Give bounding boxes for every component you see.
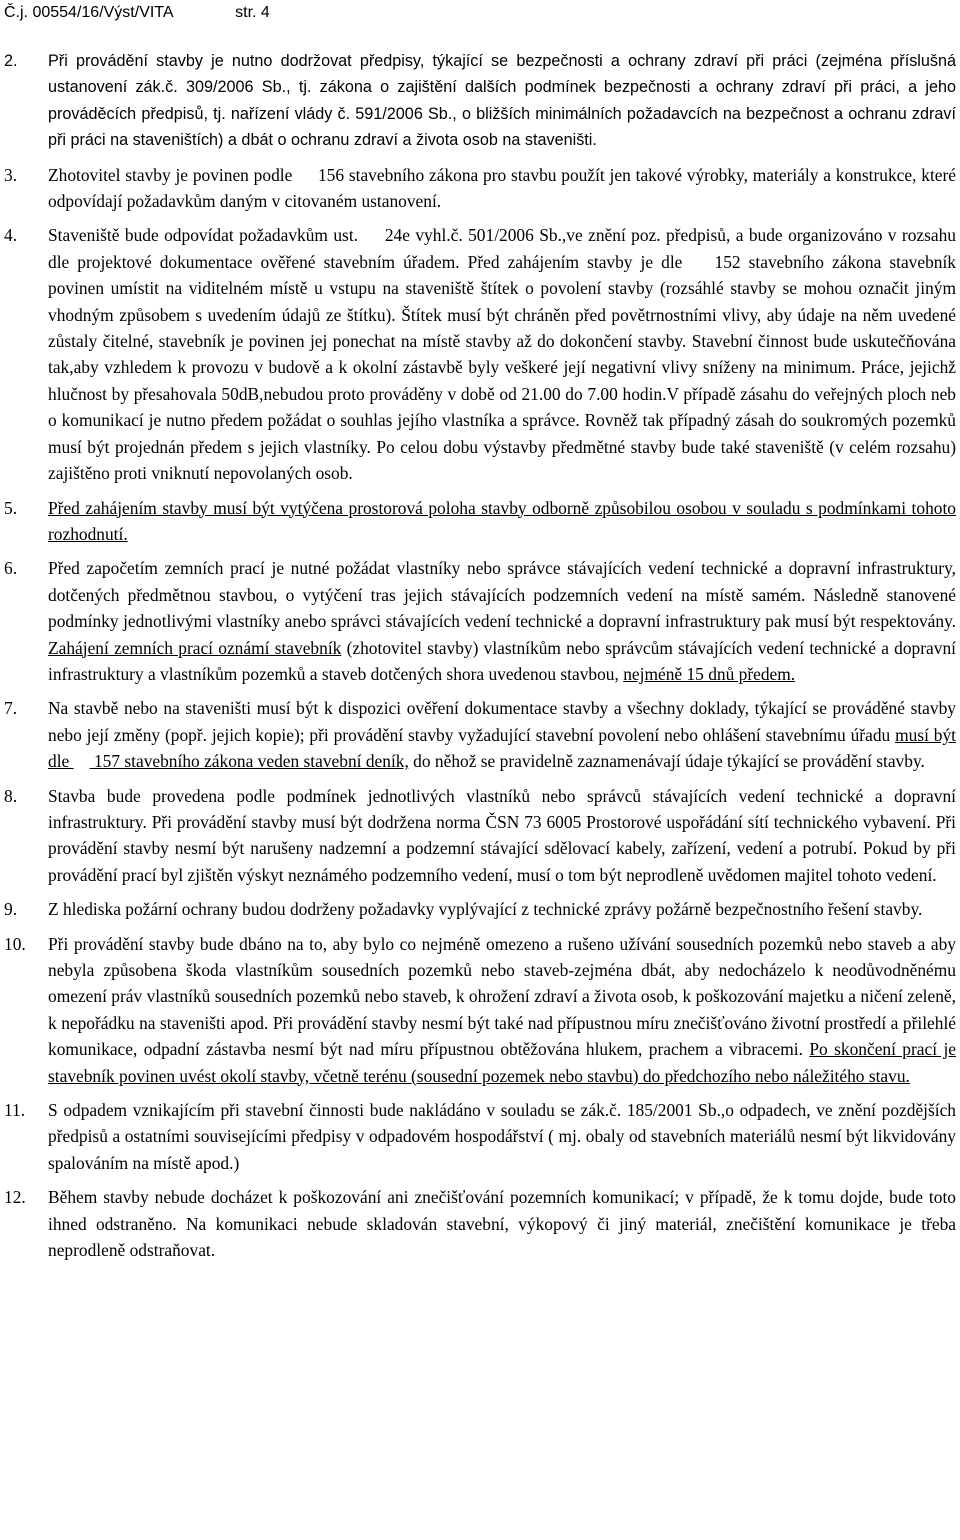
item-number: 2. (4, 52, 18, 70)
document-header (4, 4, 270, 22)
item-text-underlined: musí být dle (48, 724, 956, 772)
item-number: 9. (4, 899, 18, 920)
item-text: Na stavbě nebo na staveništi musí být k dispozici ověření dokumentace stavby a všechny doklady, týkající se prováděné stavby nebo její změny (popř. jejich kopie); při provádění stavby vyžadující stavební povolení nebo ohlášení stavebnímu úřadu (48, 698, 956, 745)
item-text: 152 stavebního zákona stavebník povinen umístit na viditelném místě u vstupu na staveniště štítek o povolení stavby (rozsáhlé stavby se mohou označit jiným vhodným způsobem s uvedením údajů ze štítku). Štítek musí být chráněn před povětrnostními vlivy, aby údaje na něm uvedené zůstaly čitelné, stavebník je povinen jej ponechat na místě stavby až do dokončení stavby. Stavební činnost bude uskutečňována tak,aby vzhledem k provozu v budově a k okolní zástavbě byly veškeré její negativní vlivy sníženy na minimum. Práce, jejichž hlučnost by přesahovala 50dB,nebudou proto prováděny v době od 21.00 do 7.00 hodin.V případě zásahu do veřejných ploch neb o komunikací je nutno předem požádat o souhlas jejího vlastníka a správce. Rovněž tak případný zásah do soukromých pozemků musí být projednán předem s jejich vlastníky. Po celou dobu výstavby předmětné stavby bude také staveniště (v celém rozsahu) zajištěno proti vniknutí nepovolaných osob. (48, 251, 956, 484)
item-number: 7. (4, 698, 18, 719)
page-number: str. 4 (235, 4, 270, 21)
item-text: 156 stavebního zákona pro stavbu použít jen takové výrobky, materiály a konstrukce, které odpovídají požadavkům daným v citovaném ustanovení. (48, 164, 956, 212)
reference-number: Č.j. 00554/16/Výst/VITA (4, 4, 173, 21)
item-number: 6. (4, 558, 18, 579)
list-item-2 (0, 48, 960, 154)
item-text-underlined: Po skončení prací je stavebník povinen uvést okolí stavby, včetně terénu (sousední pozemek nebo stavbu) do předchozího nebo náležitého stavu. (48, 1039, 956, 1086)
item-text: Při provádění stavby je nutno dodržovat předpisy, týkající se bezpečnosti a ochrany zdraví při práci (zejména příslušná ustanovení zák.č. 309/2006 Sb., tj. zákona o zajištění dalších podmínek bezpečnosti a ochrany zdraví při práci, a jeho prováděcích předpisů, tj. nařízení vlády č. 591/2006 Sb., o bližších minimálních požadavcích na bezpečnost a ochranu zdraví při práci na staveništích) a dbát o ochranu zdraví a života osob na staveništi. (48, 52, 956, 150)
item-number: 5. (4, 497, 18, 518)
item-text-underlined: nejméně 15 dnů předem. (623, 663, 796, 684)
item-text: 24e vyhl.č. 501/2006 Sb.,ve znění poz. předpisů, a bude organizováno v rozsahu dle projektové dokumentace ověřené stavebním úřadem. Před zahájením stavby je dle (48, 225, 957, 272)
item-text-underlined: Před zahájením stavby musí být vytýčena prostorová poloha stavby odborně způsobilou osobou v souladu s podmínkami tohoto rozhodnutí. (48, 497, 956, 544)
item-text: (zhotovitel stavby) vlastníkům nebo správcům stávajících vedení technické a dopravní infrastruktury a vlastníkům pozemků a staveb dotčených shora uvedenou stavbou, (48, 637, 956, 684)
list-item-12 (0, 1184, 960, 1263)
item-text: do něhož se pravidelně zaznamenávají údaje týkající se provádění stavby. (408, 751, 925, 772)
item-number: 8. (4, 785, 18, 806)
item-text: Stavba bude provedena podle podmínek jednotlivých vlastníků nebo správců stávajících vedení technické a dopravní infrastruktury. Při provádění stavby musí být dodržena norma ČSN 73 6005 Prostorové uspořádání sítí technického vybavení. Při provádění stavby nesmí být narušeny nadzemní a podzemní stávající sdělovací kabely, zařízení, vedení a potrubí. Pokud by při provádění prací byl zjištěn výskyt neznámého podzemního vedení, musí o tom být neprodleně uvědomen majitel tohoto vedení. (48, 785, 956, 885)
item-text-underlined: Zahájení zemních prací oznámí stavebník (48, 637, 342, 658)
list-item-11 (0, 1097, 960, 1176)
list-item-6 (0, 555, 960, 687)
list-item-5 (0, 495, 960, 548)
list-item-4 (0, 222, 960, 486)
item-number: 11. (4, 1100, 26, 1121)
list-item-9 (0, 896, 960, 922)
item-number: 12. (4, 1187, 26, 1208)
item-text: Z hlediska požární ochrany budou dodrženy požadavky vyplývající z technické zprávy požárně bezpečnostního řešení stavby. (48, 899, 923, 920)
list-item-3 (0, 162, 960, 215)
item-text-underlined: 157 stavebního zákona veden stavební deník, (89, 751, 409, 772)
item-number: 10. (4, 933, 26, 954)
item-number: 3. (4, 164, 18, 185)
item-number: 4. (4, 225, 18, 246)
list-item-10 (0, 931, 960, 1089)
item-text: Při provádění stavby bude dbáno na to, aby bylo co nejméně omezeno a rušeno užívání sousedních pozemků nebo staveb a aby nebyla způsobena škoda vlastníkům sousedních pozemků nebo staveb-zejména dbát, aby nedocházelo k neodůvodněnému omezení práv vlastníků sousedních pozemků nebo staveb, k ohrožení zdraví a života osob, k poškozování majetku a ničení zeleně, k nepořádku na staveništi apod. Při provádění stavby nesmí být také nad přípustnou míru znečišťováno životní prostředí a přilehlé komunikace, odpadní zástavba nesmí být nad míru přípustnou obtěžována hlukem, prachem a vibracemi. (48, 933, 956, 1060)
item-text: Zhotovitel stavby je povinen podle (48, 164, 298, 185)
item-text: Staveniště bude odpovídat požadavkům ust. (48, 225, 364, 246)
list-item-7 (0, 695, 960, 774)
conditions-list (0, 48, 960, 1271)
item-text: Během stavby nebude docházet k poškozování ani znečišťování pozemních komunikací; v případě, že k tomu dojde, bude toto ihned odstraněno. Na komunikaci nebude skladován stavební, výkopový či jiný materiál, znečištění komunikace je třeba neprodleně odstraňovat. (48, 1187, 956, 1261)
item-text: Před započetím zemních prací je nutné požádat vlastníky nebo správce stávajících vedení technické a dopravní infrastruktury, dotčených předmětnou stavbou, o vytýčení tras jejich stávajících podzemních vedení na místě samém. Následně stanovené podmínky jednotlivými vlastníky anebo správci stávajících vedení technické a dopravní infrastruktury pak musí být respektovány. (48, 558, 956, 632)
item-text: S odpadem vznikajícím při stavební činnosti bude nakládáno v souladu se zák.č. 185/2001 Sb.,o odpadech, ve znění pozdějších předpisů a ostatními souvisejícími předpisy v odpadovém hospodářství ( mj. obaly od stavebních materiálů nesmí být likvidovány spalováním na místě apod.) (48, 1100, 956, 1173)
list-item-8 (0, 783, 960, 889)
